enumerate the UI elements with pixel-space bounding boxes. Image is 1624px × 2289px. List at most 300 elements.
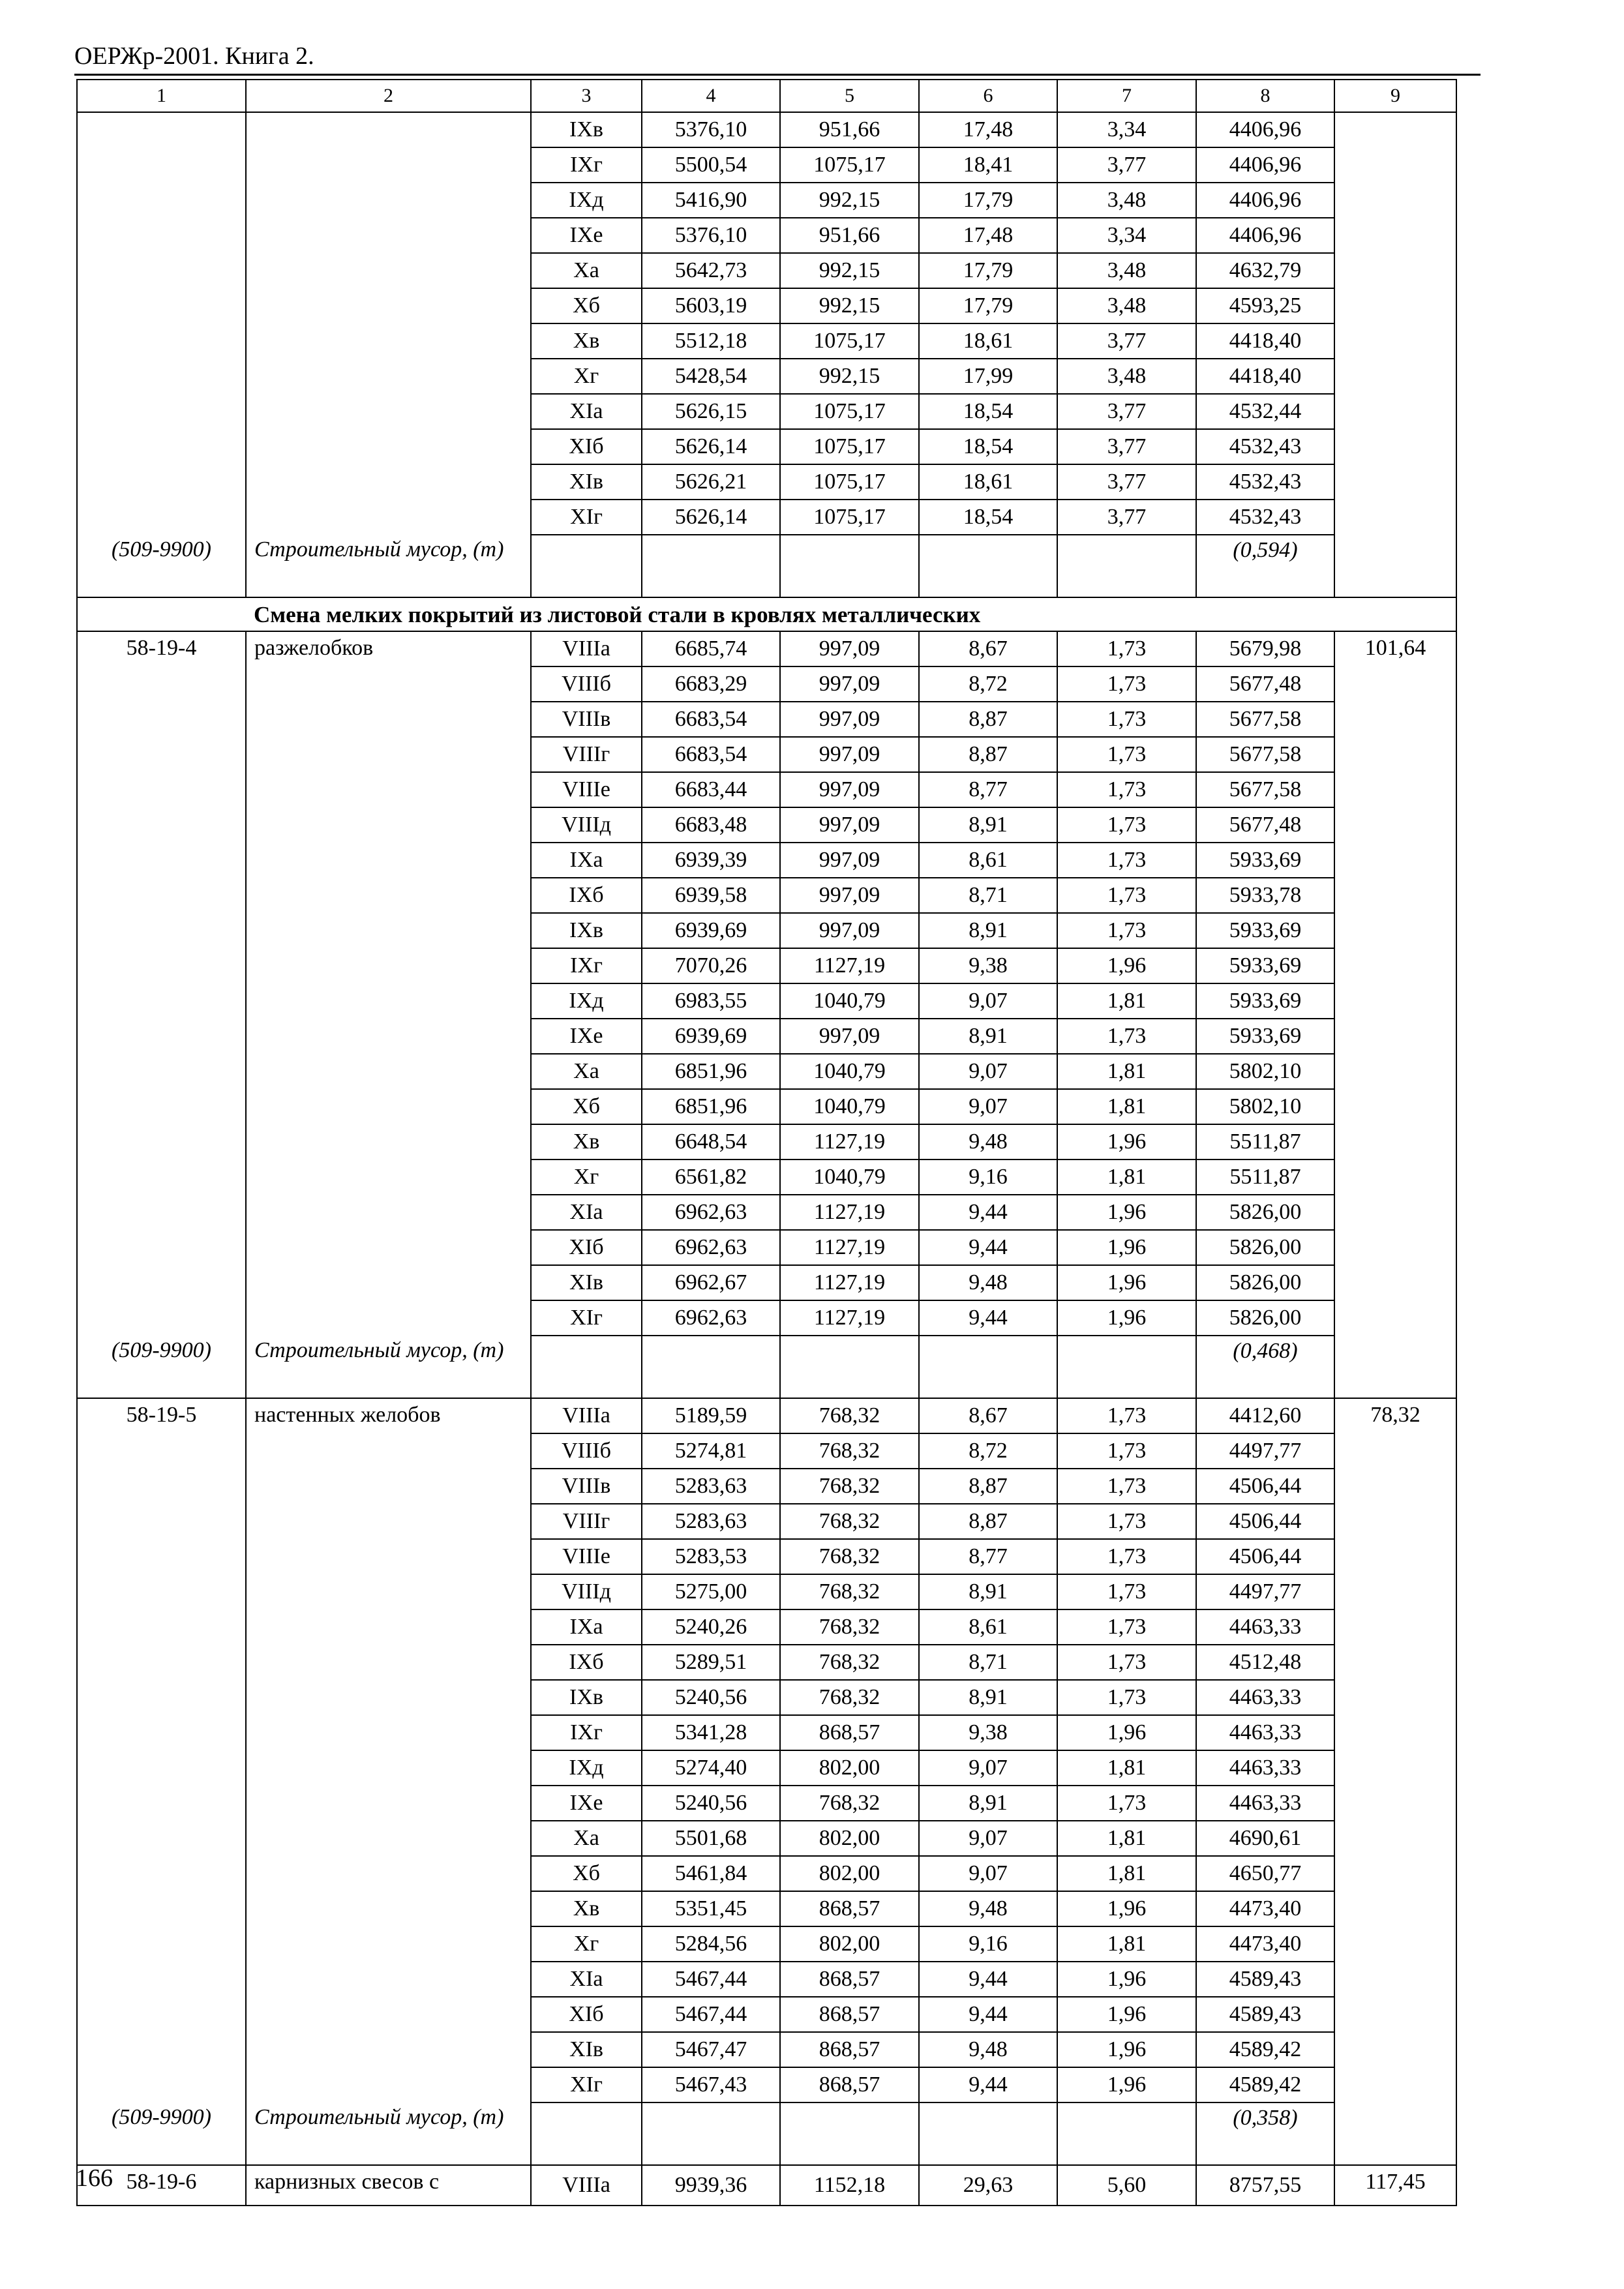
value-cell: IXе bbox=[531, 1019, 642, 1054]
value-cell: 17,48 bbox=[919, 218, 1057, 253]
value-cell: 5,60 bbox=[1057, 2165, 1196, 2206]
value-cell: 997,09 bbox=[780, 807, 919, 843]
value-cell: 3,48 bbox=[1057, 288, 1196, 323]
value-cell: 5933,69 bbox=[1196, 948, 1334, 983]
value-cell: 5626,15 bbox=[642, 394, 780, 429]
item-col9: 101,64 bbox=[1334, 631, 1456, 1336]
value-cell: 5603,19 bbox=[642, 288, 780, 323]
waste-code: (509-9900) bbox=[77, 2102, 246, 2165]
value-cell: 9939,36 bbox=[642, 2165, 780, 2206]
value-cell: 1,73 bbox=[1057, 913, 1196, 948]
value-cell: 17,48 bbox=[919, 112, 1057, 147]
value-cell: 5933,78 bbox=[1196, 878, 1334, 913]
value-cell: 9,07 bbox=[919, 1856, 1057, 1891]
column-number: 3 bbox=[531, 80, 642, 112]
value-cell: 3,77 bbox=[1057, 147, 1196, 183]
value-cell: 5626,21 bbox=[642, 464, 780, 500]
empty-cell bbox=[531, 2102, 642, 2165]
value-cell: Xв bbox=[531, 1891, 642, 1926]
value-cell: 1075,17 bbox=[780, 147, 919, 183]
item-description: настенных желобов bbox=[246, 1398, 531, 2102]
value-cell: 8,77 bbox=[919, 772, 1057, 807]
value-cell: 9,44 bbox=[919, 1300, 1057, 1336]
value-cell: 868,57 bbox=[780, 1997, 919, 2032]
page-number: 166 bbox=[76, 2164, 113, 2192]
table-row bbox=[77, 631, 1456, 666]
value-cell: 1,73 bbox=[1057, 1504, 1196, 1539]
value-cell: 5283,63 bbox=[642, 1469, 780, 1504]
value-cell: 1040,79 bbox=[780, 983, 919, 1019]
waste-description: Строительный мусор, (т) bbox=[246, 2102, 531, 2165]
item-description: разжелобков bbox=[246, 631, 531, 1336]
value-cell: 4473,40 bbox=[1196, 1891, 1334, 1926]
value-cell: 1,73 bbox=[1057, 807, 1196, 843]
value-cell: 1,73 bbox=[1057, 666, 1196, 702]
value-cell: 4463,33 bbox=[1196, 1609, 1334, 1645]
value-cell: IXв bbox=[531, 112, 642, 147]
column-number: 6 bbox=[919, 80, 1057, 112]
value-cell: 9,07 bbox=[919, 1750, 1057, 1786]
value-cell: 18,61 bbox=[919, 464, 1057, 500]
value-cell: 4463,33 bbox=[1196, 1750, 1334, 1786]
value-cell: 1,73 bbox=[1057, 737, 1196, 772]
value-cell: 1,73 bbox=[1057, 702, 1196, 737]
value-cell: 1,96 bbox=[1057, 948, 1196, 983]
value-cell: 8,91 bbox=[919, 1019, 1057, 1054]
waste-row bbox=[77, 2102, 1456, 2165]
value-cell: 868,57 bbox=[780, 2067, 919, 2102]
value-cell: 17,79 bbox=[919, 183, 1057, 218]
value-cell: XIв bbox=[531, 1265, 642, 1300]
value-cell: 4412,60 bbox=[1196, 1398, 1334, 1433]
value-cell: VIIIа bbox=[531, 2165, 642, 2206]
value-cell: VIIIа bbox=[531, 631, 642, 666]
waste-row bbox=[77, 535, 1456, 597]
value-cell: 9,44 bbox=[919, 1230, 1057, 1265]
value-cell: 18,41 bbox=[919, 147, 1057, 183]
value-cell: 5512,18 bbox=[642, 323, 780, 359]
value-cell: Xб bbox=[531, 288, 642, 323]
value-cell: 1075,17 bbox=[780, 500, 919, 535]
value-cell: 6851,96 bbox=[642, 1054, 780, 1089]
value-cell: XIв bbox=[531, 464, 642, 500]
value-cell: IXе bbox=[531, 1786, 642, 1821]
value-cell: VIIIб bbox=[531, 1433, 642, 1469]
value-cell: 18,61 bbox=[919, 323, 1057, 359]
value-cell: 5679,98 bbox=[1196, 631, 1334, 666]
column-number-row bbox=[77, 80, 1456, 112]
value-cell: 8,91 bbox=[919, 1574, 1057, 1609]
value-cell: 5933,69 bbox=[1196, 913, 1334, 948]
value-cell: 5467,44 bbox=[642, 1997, 780, 2032]
value-cell: 5500,54 bbox=[642, 147, 780, 183]
value-cell: VIIIд bbox=[531, 807, 642, 843]
empty-cell bbox=[919, 535, 1057, 597]
value-cell: 1040,79 bbox=[780, 1089, 919, 1124]
value-cell: 802,00 bbox=[780, 1926, 919, 1962]
value-cell: 1,73 bbox=[1057, 843, 1196, 878]
value-cell: 9,07 bbox=[919, 983, 1057, 1019]
value-cell: 1,81 bbox=[1057, 983, 1196, 1019]
value-cell: 5802,10 bbox=[1196, 1054, 1334, 1089]
item-col9: 117,45 bbox=[1334, 2165, 1456, 2206]
value-cell: 8,87 bbox=[919, 1469, 1057, 1504]
value-cell: VIIIе bbox=[531, 1539, 642, 1574]
value-cell: 1,96 bbox=[1057, 1300, 1196, 1336]
waste-code: (509-9900) bbox=[77, 535, 246, 597]
value-cell: 1,73 bbox=[1057, 1433, 1196, 1469]
value-cell: 5642,73 bbox=[642, 253, 780, 288]
waste-value: (0,358) bbox=[1196, 2102, 1334, 2165]
value-cell: 5677,48 bbox=[1196, 666, 1334, 702]
value-cell: 9,48 bbox=[919, 1265, 1057, 1300]
value-cell: 5283,53 bbox=[642, 1539, 780, 1574]
value-cell: 5677,48 bbox=[1196, 807, 1334, 843]
item-code bbox=[77, 112, 246, 535]
value-cell: 1,73 bbox=[1057, 1786, 1196, 1821]
document-header: ОЕРЖр-2001. Книга 2. bbox=[74, 42, 314, 70]
value-cell: Xб bbox=[531, 1856, 642, 1891]
column-number: 5 bbox=[780, 80, 919, 112]
value-cell: 1,96 bbox=[1057, 1265, 1196, 1300]
value-cell: 3,48 bbox=[1057, 183, 1196, 218]
value-cell: 9,48 bbox=[919, 1124, 1057, 1159]
value-cell: 4589,42 bbox=[1196, 2032, 1334, 2067]
value-cell: 868,57 bbox=[780, 2032, 919, 2067]
value-cell: VIIIд bbox=[531, 1574, 642, 1609]
value-cell: IXд bbox=[531, 1750, 642, 1786]
value-cell: Xв bbox=[531, 1124, 642, 1159]
value-cell: 4418,40 bbox=[1196, 323, 1334, 359]
empty-cell bbox=[780, 2102, 919, 2165]
value-cell: 17,79 bbox=[919, 288, 1057, 323]
value-cell: 6939,58 bbox=[642, 878, 780, 913]
value-cell: 5933,69 bbox=[1196, 1019, 1334, 1054]
value-cell: 6648,54 bbox=[642, 1124, 780, 1159]
value-cell: 6962,67 bbox=[642, 1265, 780, 1300]
value-cell: 802,00 bbox=[780, 1856, 919, 1891]
value-cell: 4512,48 bbox=[1196, 1645, 1334, 1680]
value-cell: 9,44 bbox=[919, 2067, 1057, 2102]
value-cell: 5826,00 bbox=[1196, 1265, 1334, 1300]
value-cell: 18,54 bbox=[919, 394, 1057, 429]
value-cell: 4406,96 bbox=[1196, 183, 1334, 218]
waste-description: Строительный мусор, (т) bbox=[246, 1336, 531, 1398]
value-cell: 3,34 bbox=[1057, 218, 1196, 253]
value-cell: 5240,56 bbox=[642, 1786, 780, 1821]
value-cell: 6962,63 bbox=[642, 1195, 780, 1230]
value-cell: 6983,55 bbox=[642, 983, 780, 1019]
item-description bbox=[246, 112, 531, 535]
value-cell: 5351,45 bbox=[642, 1891, 780, 1926]
value-cell: 768,32 bbox=[780, 1574, 919, 1609]
value-cell: 8,77 bbox=[919, 1539, 1057, 1574]
header-rule bbox=[74, 74, 1481, 76]
value-cell: 6561,82 bbox=[642, 1159, 780, 1195]
value-cell: 1,81 bbox=[1057, 1159, 1196, 1195]
value-cell: 8,91 bbox=[919, 913, 1057, 948]
value-cell: 5467,43 bbox=[642, 2067, 780, 2102]
value-cell: 768,32 bbox=[780, 1398, 919, 1433]
value-cell: 3,48 bbox=[1057, 359, 1196, 394]
value-cell: 1,73 bbox=[1057, 1019, 1196, 1054]
waste-value: (0,468) bbox=[1196, 1336, 1334, 1398]
item-code: 58-19-5 bbox=[77, 1398, 246, 2102]
value-cell: 1,96 bbox=[1057, 2067, 1196, 2102]
value-cell: IXв bbox=[531, 1680, 642, 1715]
value-cell: 5467,44 bbox=[642, 1962, 780, 1997]
value-cell: 4506,44 bbox=[1196, 1469, 1334, 1504]
value-cell: 5626,14 bbox=[642, 500, 780, 535]
value-cell: IXг bbox=[531, 1715, 642, 1750]
value-cell: 6939,39 bbox=[642, 843, 780, 878]
value-cell: 1,73 bbox=[1057, 1398, 1196, 1433]
value-cell: 1,96 bbox=[1057, 1124, 1196, 1159]
value-cell: 6939,69 bbox=[642, 1019, 780, 1054]
value-cell: 6683,54 bbox=[642, 737, 780, 772]
empty-cell bbox=[642, 535, 780, 597]
value-cell: 9,16 bbox=[919, 1926, 1057, 1962]
empty-cell bbox=[1057, 535, 1196, 597]
value-cell: 4506,44 bbox=[1196, 1504, 1334, 1539]
value-cell: 997,09 bbox=[780, 1019, 919, 1054]
value-cell: 1127,19 bbox=[780, 1124, 919, 1159]
value-cell: 5284,56 bbox=[642, 1926, 780, 1962]
value-cell: 1,73 bbox=[1057, 1574, 1196, 1609]
value-cell: 4406,96 bbox=[1196, 218, 1334, 253]
value-cell: 997,09 bbox=[780, 878, 919, 913]
table-row bbox=[77, 1398, 1456, 1433]
value-cell: 3,77 bbox=[1057, 394, 1196, 429]
value-cell: 6685,74 bbox=[642, 631, 780, 666]
value-cell: 868,57 bbox=[780, 1715, 919, 1750]
empty-cell bbox=[1334, 2102, 1456, 2165]
value-cell: 8,91 bbox=[919, 1786, 1057, 1821]
value-cell: 6851,96 bbox=[642, 1089, 780, 1124]
value-cell: 5240,26 bbox=[642, 1609, 780, 1645]
value-cell: 4473,40 bbox=[1196, 1926, 1334, 1962]
value-cell: 802,00 bbox=[780, 1750, 919, 1786]
value-cell: 5933,69 bbox=[1196, 843, 1334, 878]
value-cell: 5826,00 bbox=[1196, 1300, 1334, 1336]
column-number: 2 bbox=[246, 80, 531, 112]
table-row bbox=[77, 112, 1456, 147]
value-cell: 4497,77 bbox=[1196, 1433, 1334, 1469]
value-cell: 4589,43 bbox=[1196, 1997, 1334, 2032]
value-cell: 5189,59 bbox=[642, 1398, 780, 1433]
value-cell: 4690,61 bbox=[1196, 1821, 1334, 1856]
value-cell: 6683,54 bbox=[642, 702, 780, 737]
value-cell: VIIIа bbox=[531, 1398, 642, 1433]
value-cell: 1,73 bbox=[1057, 1469, 1196, 1504]
value-cell: 8,91 bbox=[919, 1680, 1057, 1715]
value-cell: 5341,28 bbox=[642, 1715, 780, 1750]
value-cell: IXб bbox=[531, 1645, 642, 1680]
value-cell: 9,38 bbox=[919, 1715, 1057, 1750]
value-cell: 4463,33 bbox=[1196, 1786, 1334, 1821]
value-cell: 1075,17 bbox=[780, 429, 919, 464]
column-number: 4 bbox=[642, 80, 780, 112]
table-row bbox=[77, 2165, 1456, 2206]
value-cell: 768,32 bbox=[780, 1433, 919, 1469]
value-cell: 802,00 bbox=[780, 1821, 919, 1856]
value-cell: 997,09 bbox=[780, 737, 919, 772]
value-cell: 1,96 bbox=[1057, 1715, 1196, 1750]
value-cell: 3,34 bbox=[1057, 112, 1196, 147]
value-cell: 1,73 bbox=[1057, 878, 1196, 913]
value-cell: 8,61 bbox=[919, 843, 1057, 878]
value-cell: 1,73 bbox=[1057, 631, 1196, 666]
value-cell: 1152,18 bbox=[780, 2165, 919, 2206]
value-cell: 1,81 bbox=[1057, 1856, 1196, 1891]
value-cell: 1,73 bbox=[1057, 1680, 1196, 1715]
value-cell: 5826,00 bbox=[1196, 1230, 1334, 1265]
value-cell: Xг bbox=[531, 359, 642, 394]
empty-cell bbox=[1334, 1336, 1456, 1398]
item-description: карнизных свесов с bbox=[246, 2165, 531, 2206]
value-cell: XIг bbox=[531, 500, 642, 535]
value-cell: VIIIв bbox=[531, 1469, 642, 1504]
value-cell: 992,15 bbox=[780, 253, 919, 288]
value-cell: 8,67 bbox=[919, 631, 1057, 666]
value-cell: 18,54 bbox=[919, 429, 1057, 464]
value-cell: 17,79 bbox=[919, 253, 1057, 288]
value-cell: XIа bbox=[531, 394, 642, 429]
value-cell: 8,67 bbox=[919, 1398, 1057, 1433]
value-cell: 1,81 bbox=[1057, 1054, 1196, 1089]
value-cell: 768,32 bbox=[780, 1609, 919, 1645]
value-cell: 4589,42 bbox=[1196, 2067, 1334, 2102]
empty-cell bbox=[919, 1336, 1057, 1398]
value-cell: 1,96 bbox=[1057, 1195, 1196, 1230]
value-cell: 992,15 bbox=[780, 183, 919, 218]
value-cell: 1127,19 bbox=[780, 1265, 919, 1300]
value-cell: 4593,25 bbox=[1196, 288, 1334, 323]
value-cell: VIIIб bbox=[531, 666, 642, 702]
item-code: 58-19-4 bbox=[77, 631, 246, 1336]
value-cell: 3,48 bbox=[1057, 253, 1196, 288]
value-cell: 8,87 bbox=[919, 1504, 1057, 1539]
column-number: 8 bbox=[1196, 80, 1334, 112]
value-cell: Xг bbox=[531, 1926, 642, 1962]
empty-cell bbox=[1057, 2102, 1196, 2165]
empty-cell bbox=[1057, 1336, 1196, 1398]
item-code: 58-19-6 bbox=[77, 2165, 246, 2206]
value-cell: 768,32 bbox=[780, 1680, 919, 1715]
value-cell: IXб bbox=[531, 878, 642, 913]
value-cell: 5677,58 bbox=[1196, 702, 1334, 737]
value-cell: 1,96 bbox=[1057, 1962, 1196, 1997]
value-cell: 5511,87 bbox=[1196, 1124, 1334, 1159]
value-cell: 29,63 bbox=[919, 2165, 1057, 2206]
value-cell: 6962,63 bbox=[642, 1300, 780, 1336]
value-cell: VIIIв bbox=[531, 702, 642, 737]
value-cell: 997,09 bbox=[780, 843, 919, 878]
value-cell: Xб bbox=[531, 1089, 642, 1124]
empty-cell bbox=[1334, 535, 1456, 597]
value-cell: 997,09 bbox=[780, 913, 919, 948]
value-cell: 868,57 bbox=[780, 1962, 919, 1997]
value-cell: 6683,29 bbox=[642, 666, 780, 702]
value-cell: IXв bbox=[531, 913, 642, 948]
value-cell: 6683,44 bbox=[642, 772, 780, 807]
value-cell: 997,09 bbox=[780, 772, 919, 807]
value-cell: 1040,79 bbox=[780, 1159, 919, 1195]
value-cell: 17,99 bbox=[919, 359, 1057, 394]
value-cell: 18,54 bbox=[919, 500, 1057, 535]
value-cell: IXа bbox=[531, 843, 642, 878]
value-cell: 4506,44 bbox=[1196, 1539, 1334, 1574]
value-cell: IXг bbox=[531, 948, 642, 983]
value-cell: 1127,19 bbox=[780, 1230, 919, 1265]
value-cell: 4497,77 bbox=[1196, 1574, 1334, 1609]
value-cell: 4532,43 bbox=[1196, 429, 1334, 464]
value-cell: 9,44 bbox=[919, 1997, 1057, 2032]
value-cell: 9,44 bbox=[919, 1195, 1057, 1230]
value-cell: VIIIг bbox=[531, 1504, 642, 1539]
section-heading-row bbox=[77, 597, 1456, 631]
empty-cell bbox=[531, 1336, 642, 1398]
value-cell: 4406,96 bbox=[1196, 147, 1334, 183]
value-cell: 1,81 bbox=[1057, 1089, 1196, 1124]
value-cell: 6683,48 bbox=[642, 807, 780, 843]
item-col9: 78,32 bbox=[1334, 1398, 1456, 2102]
value-cell: 5428,54 bbox=[642, 359, 780, 394]
value-cell: 9,44 bbox=[919, 1962, 1057, 1997]
value-cell: 9,16 bbox=[919, 1159, 1057, 1195]
value-cell: 1040,79 bbox=[780, 1054, 919, 1089]
value-cell: 1075,17 bbox=[780, 464, 919, 500]
value-cell: 5283,63 bbox=[642, 1504, 780, 1539]
value-cell: 5275,00 bbox=[642, 1574, 780, 1609]
column-number: 1 bbox=[77, 80, 246, 112]
empty-cell bbox=[780, 1336, 919, 1398]
value-cell: 5376,10 bbox=[642, 112, 780, 147]
value-cell: 951,66 bbox=[780, 218, 919, 253]
value-cell: 7070,26 bbox=[642, 948, 780, 983]
empty-cell bbox=[780, 535, 919, 597]
value-cell: IXг bbox=[531, 147, 642, 183]
value-cell: Xа bbox=[531, 1821, 642, 1856]
value-cell: 4632,79 bbox=[1196, 253, 1334, 288]
value-cell: 1,81 bbox=[1057, 1750, 1196, 1786]
value-cell: 4418,40 bbox=[1196, 359, 1334, 394]
value-cell: 5802,10 bbox=[1196, 1089, 1334, 1124]
value-cell: 8,87 bbox=[919, 737, 1057, 772]
value-cell: 1075,17 bbox=[780, 394, 919, 429]
value-cell: 5511,87 bbox=[1196, 1159, 1334, 1195]
value-cell: 8,87 bbox=[919, 702, 1057, 737]
value-cell: 992,15 bbox=[780, 359, 919, 394]
value-cell: 1,73 bbox=[1057, 1645, 1196, 1680]
value-cell: 8,91 bbox=[919, 807, 1057, 843]
value-cell: 768,32 bbox=[780, 1469, 919, 1504]
value-cell: 868,57 bbox=[780, 1891, 919, 1926]
value-cell: 1,73 bbox=[1057, 1609, 1196, 1645]
empty-cell bbox=[919, 2102, 1057, 2165]
value-cell: 768,32 bbox=[780, 1786, 919, 1821]
value-cell: 768,32 bbox=[780, 1645, 919, 1680]
value-cell: 9,48 bbox=[919, 2032, 1057, 2067]
value-cell: Xг bbox=[531, 1159, 642, 1195]
value-cell: 4532,44 bbox=[1196, 394, 1334, 429]
value-cell: 8,61 bbox=[919, 1609, 1057, 1645]
value-cell: 997,09 bbox=[780, 666, 919, 702]
value-cell: 6939,69 bbox=[642, 913, 780, 948]
value-cell: 1,73 bbox=[1057, 1539, 1196, 1574]
value-cell: 9,48 bbox=[919, 1891, 1057, 1926]
value-cell: 3,77 bbox=[1057, 464, 1196, 500]
